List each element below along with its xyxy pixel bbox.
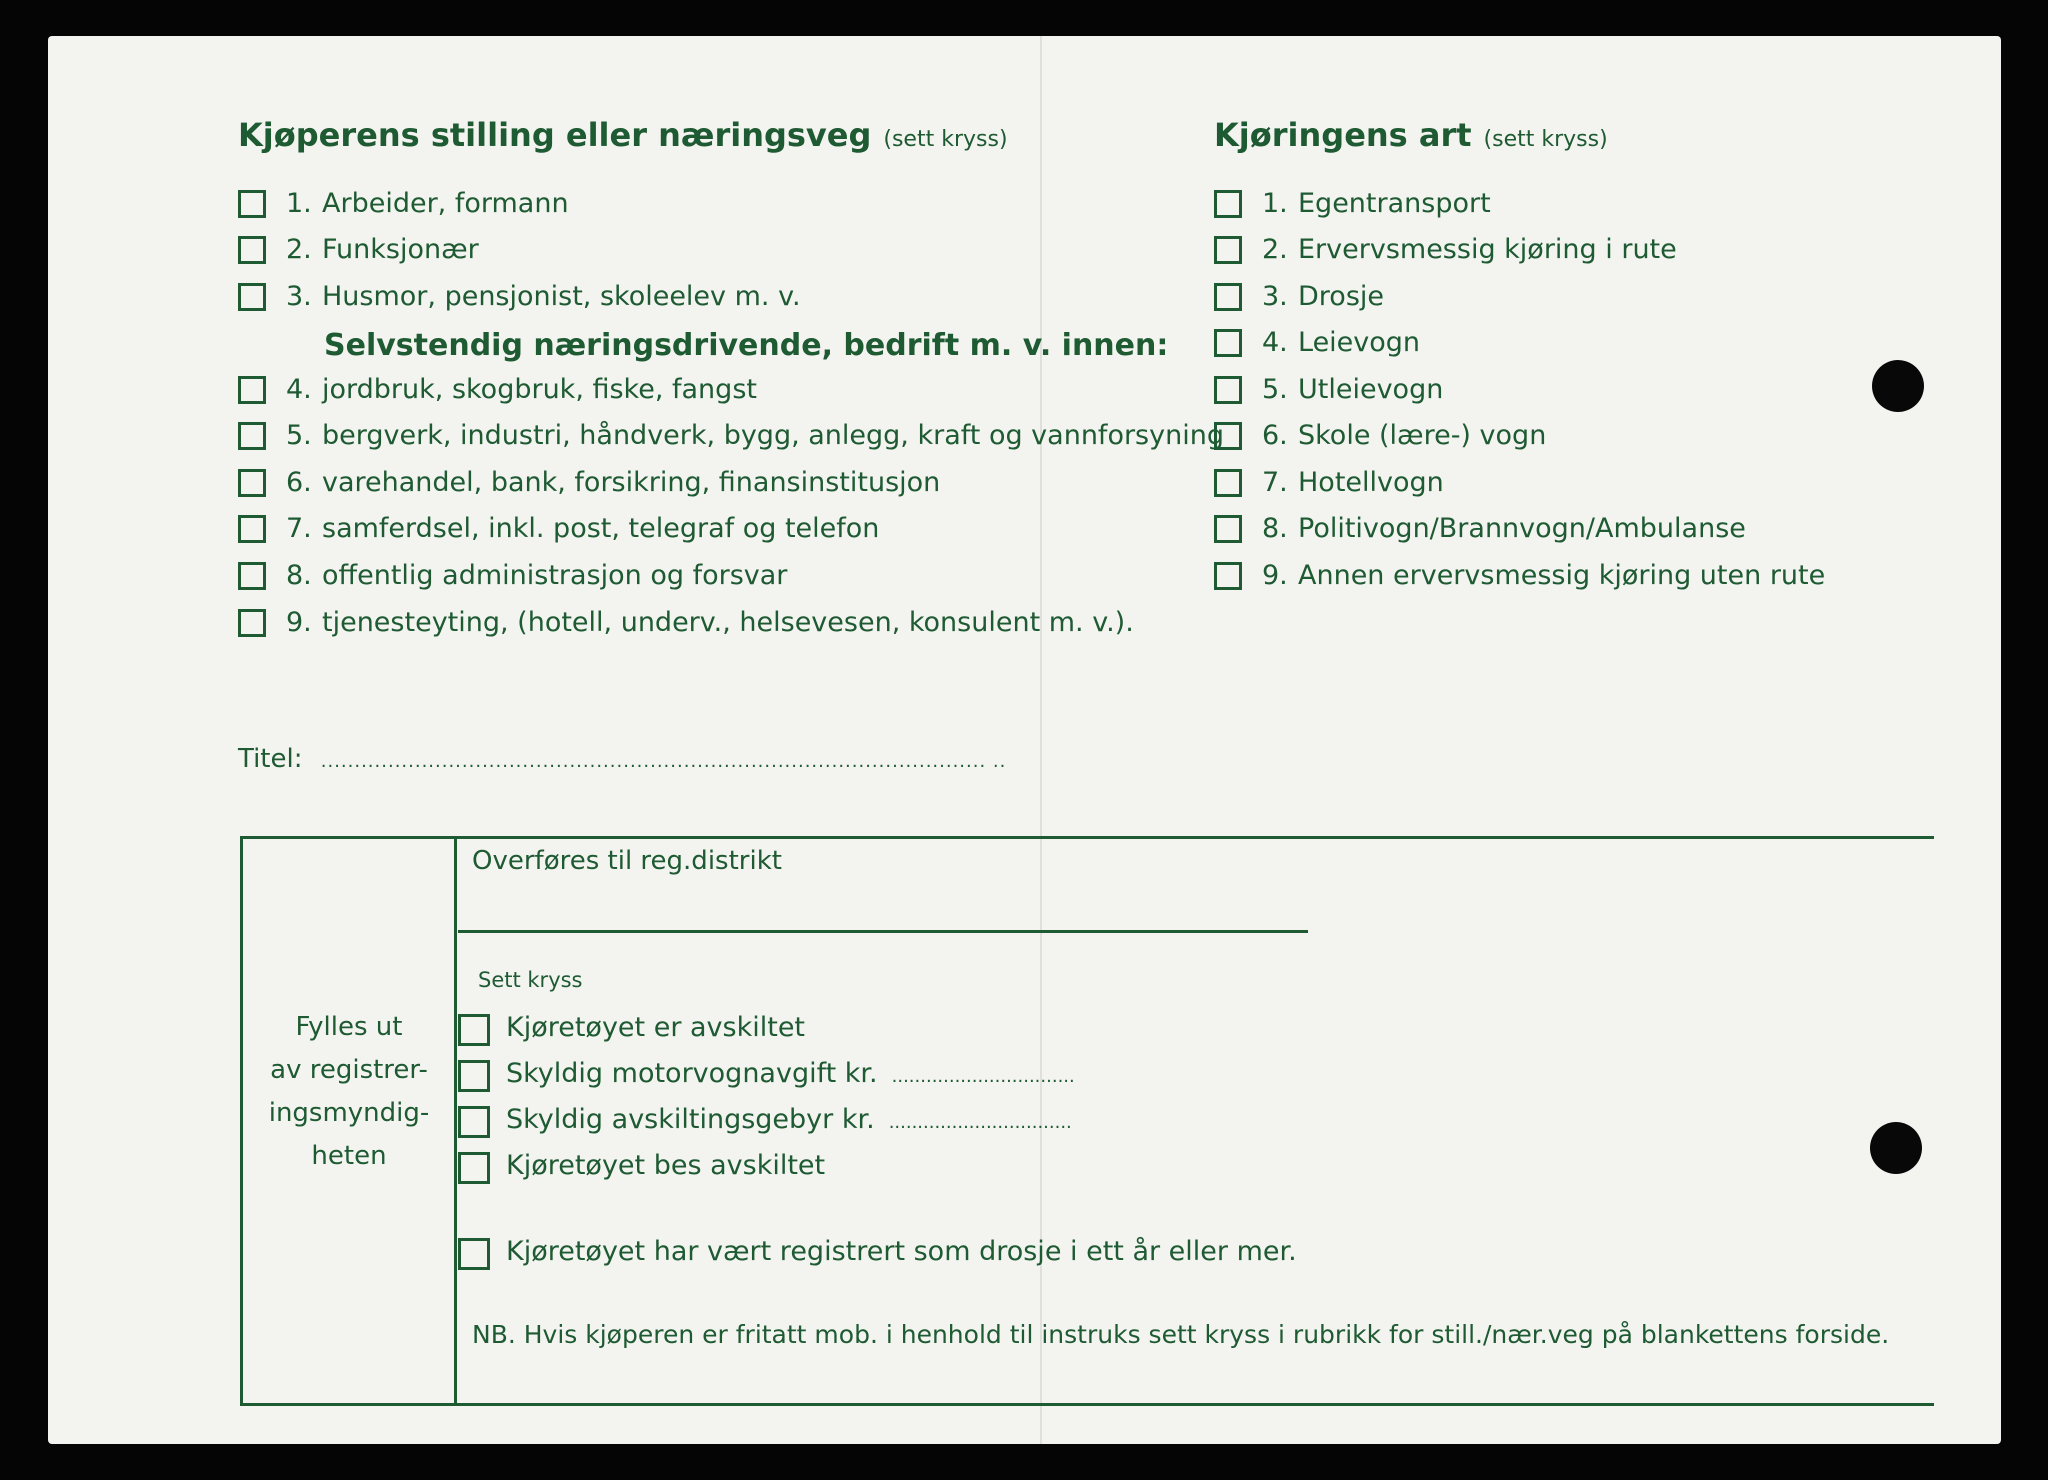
checkbox-taxi-year[interactable] (458, 1238, 490, 1270)
check-taxi-year (506, 1236, 1297, 1267)
occupation-option-5-num: 5. (286, 420, 312, 451)
checkbox-driving-2[interactable] (1214, 236, 1242, 264)
check-dereg-fee-dots: ................................ (888, 1112, 1072, 1133)
driving-type-heading (1214, 116, 1608, 154)
checkbox-driving-5[interactable] (1214, 376, 1242, 404)
check-deregistered (506, 1012, 805, 1043)
driving-type-heading-text: Kjøringens art (1214, 116, 1472, 154)
authority-side-label (244, 1006, 454, 1178)
check-motor-tax-label: Skyldig motorvognavgift kr. (506, 1058, 878, 1089)
occupation-option-9-num: 9. (286, 607, 312, 638)
occupation-option-6 (286, 467, 940, 498)
driving-option-4-num: 4. (1262, 327, 1288, 358)
occupation-option-2-label: Funksjonær (322, 234, 479, 265)
driving-option-5-label: Utleievogn (1298, 374, 1444, 405)
checkbox-occupation-9[interactable] (238, 609, 266, 637)
checkbox-occupation-1[interactable] (238, 190, 266, 218)
box-bottom-border (240, 1403, 1934, 1406)
check-dereg-fee (506, 1104, 1072, 1135)
checkbox-deregistered[interactable] (458, 1014, 490, 1046)
occupation-option-2-num: 2. (286, 234, 312, 265)
box-divider (454, 838, 457, 1405)
driving-type-note: (sett kryss) (1483, 127, 1608, 152)
driving-option-7 (1262, 467, 1444, 498)
authority-side-label-line-1: Fylles ut (295, 1012, 403, 1042)
occupation-option-7-label: samferdsel, inkl. post, telegraf og telefon (322, 513, 880, 544)
checkbox-driving-1[interactable] (1214, 190, 1242, 218)
driving-option-5 (1262, 374, 1443, 405)
checkbox-driving-9[interactable] (1214, 562, 1242, 590)
checkbox-occupation-3[interactable] (238, 283, 266, 311)
occupation-option-3-label: Husmor, pensjonist, skoleelev m. v. (322, 281, 801, 312)
checkbox-occupation-5[interactable] (238, 422, 266, 450)
driving-option-2 (1262, 234, 1677, 265)
punch-hole-top (1872, 360, 1924, 412)
driving-option-2-num: 2. (1262, 234, 1288, 265)
occupation-option-8 (286, 560, 787, 591)
occupation-option-1-label: Arbeider, formann (322, 188, 569, 219)
checkbox-driving-3[interactable] (1214, 283, 1242, 311)
occupation-option-9 (286, 607, 1134, 638)
occupation-option-3 (286, 281, 801, 312)
check-request-dereg-label: Kjøretøyet bes avskiltet (506, 1150, 826, 1181)
box-top-border (240, 836, 1934, 839)
occupation-option-5 (286, 420, 1224, 451)
driving-option-3-num: 3. (1262, 281, 1288, 312)
checkbox-occupation-8[interactable] (238, 562, 266, 590)
occupation-option-8-label: offentlig administrasjon og forsvar (322, 560, 788, 591)
self-employed-subheading: Selvstendig næringsdrivende, bedrift m. v. innen: (324, 328, 1169, 363)
footnote: NB. Hvis kjøperen er fritatt mob. i henhold til instruks sett kryss i rubrikk for still./nær.veg på blankettens forside. (472, 1320, 1890, 1349)
checkbox-driving-6[interactable] (1214, 422, 1242, 450)
checkbox-request-dereg[interactable] (458, 1152, 490, 1184)
check-motor-tax-dots: ................................ (891, 1066, 1075, 1087)
driving-option-3 (1262, 281, 1384, 312)
checkbox-driving-4[interactable] (1214, 329, 1242, 357)
buyer-occupation-note: (sett kryss) (883, 127, 1008, 152)
checkbox-driving-8[interactable] (1214, 515, 1242, 543)
driving-option-2-label: Ervervsmessig kjøring i rute (1298, 234, 1677, 265)
driving-option-6-label: Skole (lære-) vogn (1298, 420, 1547, 451)
checkbox-occupation-6[interactable] (238, 469, 266, 497)
driving-option-7-num: 7. (1262, 467, 1288, 498)
driving-option-8-label: Politivogn/Brannvogn/Ambulanse (1298, 513, 1746, 544)
occupation-option-8-num: 8. (286, 560, 312, 591)
checkbox-occupation-4[interactable] (238, 376, 266, 404)
occupation-option-4-label: jordbruk, skogbruk, fiske, fangst (322, 374, 757, 405)
occupation-option-4-num: 4. (286, 374, 312, 405)
check-request-dereg (506, 1150, 825, 1181)
occupation-option-1 (286, 188, 569, 219)
driving-option-9-label: Annen ervervsmessig kjøring uten rute (1298, 560, 1826, 591)
occupation-option-4 (286, 374, 757, 405)
driving-option-6-num: 6. (1262, 420, 1288, 451)
instruction-label: Sett kryss (478, 968, 583, 992)
driving-option-6 (1262, 420, 1546, 451)
checkbox-occupation-2[interactable] (238, 236, 266, 264)
driving-option-1-label: Egentransport (1298, 188, 1491, 219)
driving-option-1 (1262, 188, 1491, 219)
driving-option-4 (1262, 327, 1420, 358)
occupation-option-9-label: tjenesteyting, (hotell, underv., helsevesen, konsulent m. v.). (322, 607, 1134, 638)
title-field[interactable] (238, 744, 1006, 774)
authority-side-label-line-2: av registrer- (270, 1055, 428, 1085)
check-motor-tax (506, 1058, 1075, 1089)
occupation-option-7 (286, 513, 879, 544)
occupation-option-1-num: 1. (286, 188, 312, 219)
fold-crease (1040, 36, 1042, 1444)
box-left-border (240, 838, 243, 1405)
checkbox-motor-tax[interactable] (458, 1060, 490, 1092)
driving-option-8-num: 8. (1262, 513, 1288, 544)
buyer-occupation-heading-text: Kjøperens stilling eller næringsveg (238, 116, 872, 154)
driving-option-7-label: Hotellvogn (1298, 467, 1444, 498)
transfer-underline (458, 930, 1308, 933)
driving-option-8 (1262, 513, 1746, 544)
occupation-option-5-label: bergverk, industri, håndverk, bygg, anlegg, kraft og vannforsyning (322, 420, 1224, 451)
checkbox-driving-7[interactable] (1214, 469, 1242, 497)
occupation-option-3-num: 3. (286, 281, 312, 312)
punch-hole-bottom (1870, 1122, 1922, 1174)
driving-option-9 (1262, 560, 1825, 591)
driving-option-9-num: 9. (1262, 560, 1288, 591)
driving-option-1-num: 1. (1262, 188, 1288, 219)
driving-option-4-label: Leievogn (1298, 327, 1421, 358)
driving-option-5-num: 5. (1262, 374, 1288, 405)
checkbox-dereg-fee[interactable] (458, 1106, 490, 1138)
authority-side-label-line-4: heten (311, 1141, 387, 1171)
check-deregistered-label: Kjøretøyet er avskiltet (506, 1012, 806, 1043)
occupation-option-2 (286, 234, 479, 265)
occupation-option-7-num: 7. (286, 513, 312, 544)
buyer-occupation-heading (238, 116, 1008, 154)
title-field-label: Titel: (238, 744, 303, 774)
authority-side-label-line-3: ingsmyndig- (268, 1098, 430, 1128)
check-taxi-year-label: Kjøretøyet har vært registrert som drosje i ett år eller mer. (506, 1236, 1297, 1267)
checkbox-occupation-7[interactable] (238, 515, 266, 543)
occupation-option-6-label: varehandel, bank, forsikring, finansinstitusjon (322, 467, 941, 498)
driving-option-3-label: Drosje (1298, 281, 1384, 312)
title-field-dots: ................................................................................................... .. (320, 751, 1007, 772)
check-dereg-fee-label: Skyldig avskiltingsgebyr kr. (506, 1104, 875, 1135)
occupation-option-6-num: 6. (286, 467, 312, 498)
transfer-label: Overføres til reg.distrikt (472, 846, 782, 876)
